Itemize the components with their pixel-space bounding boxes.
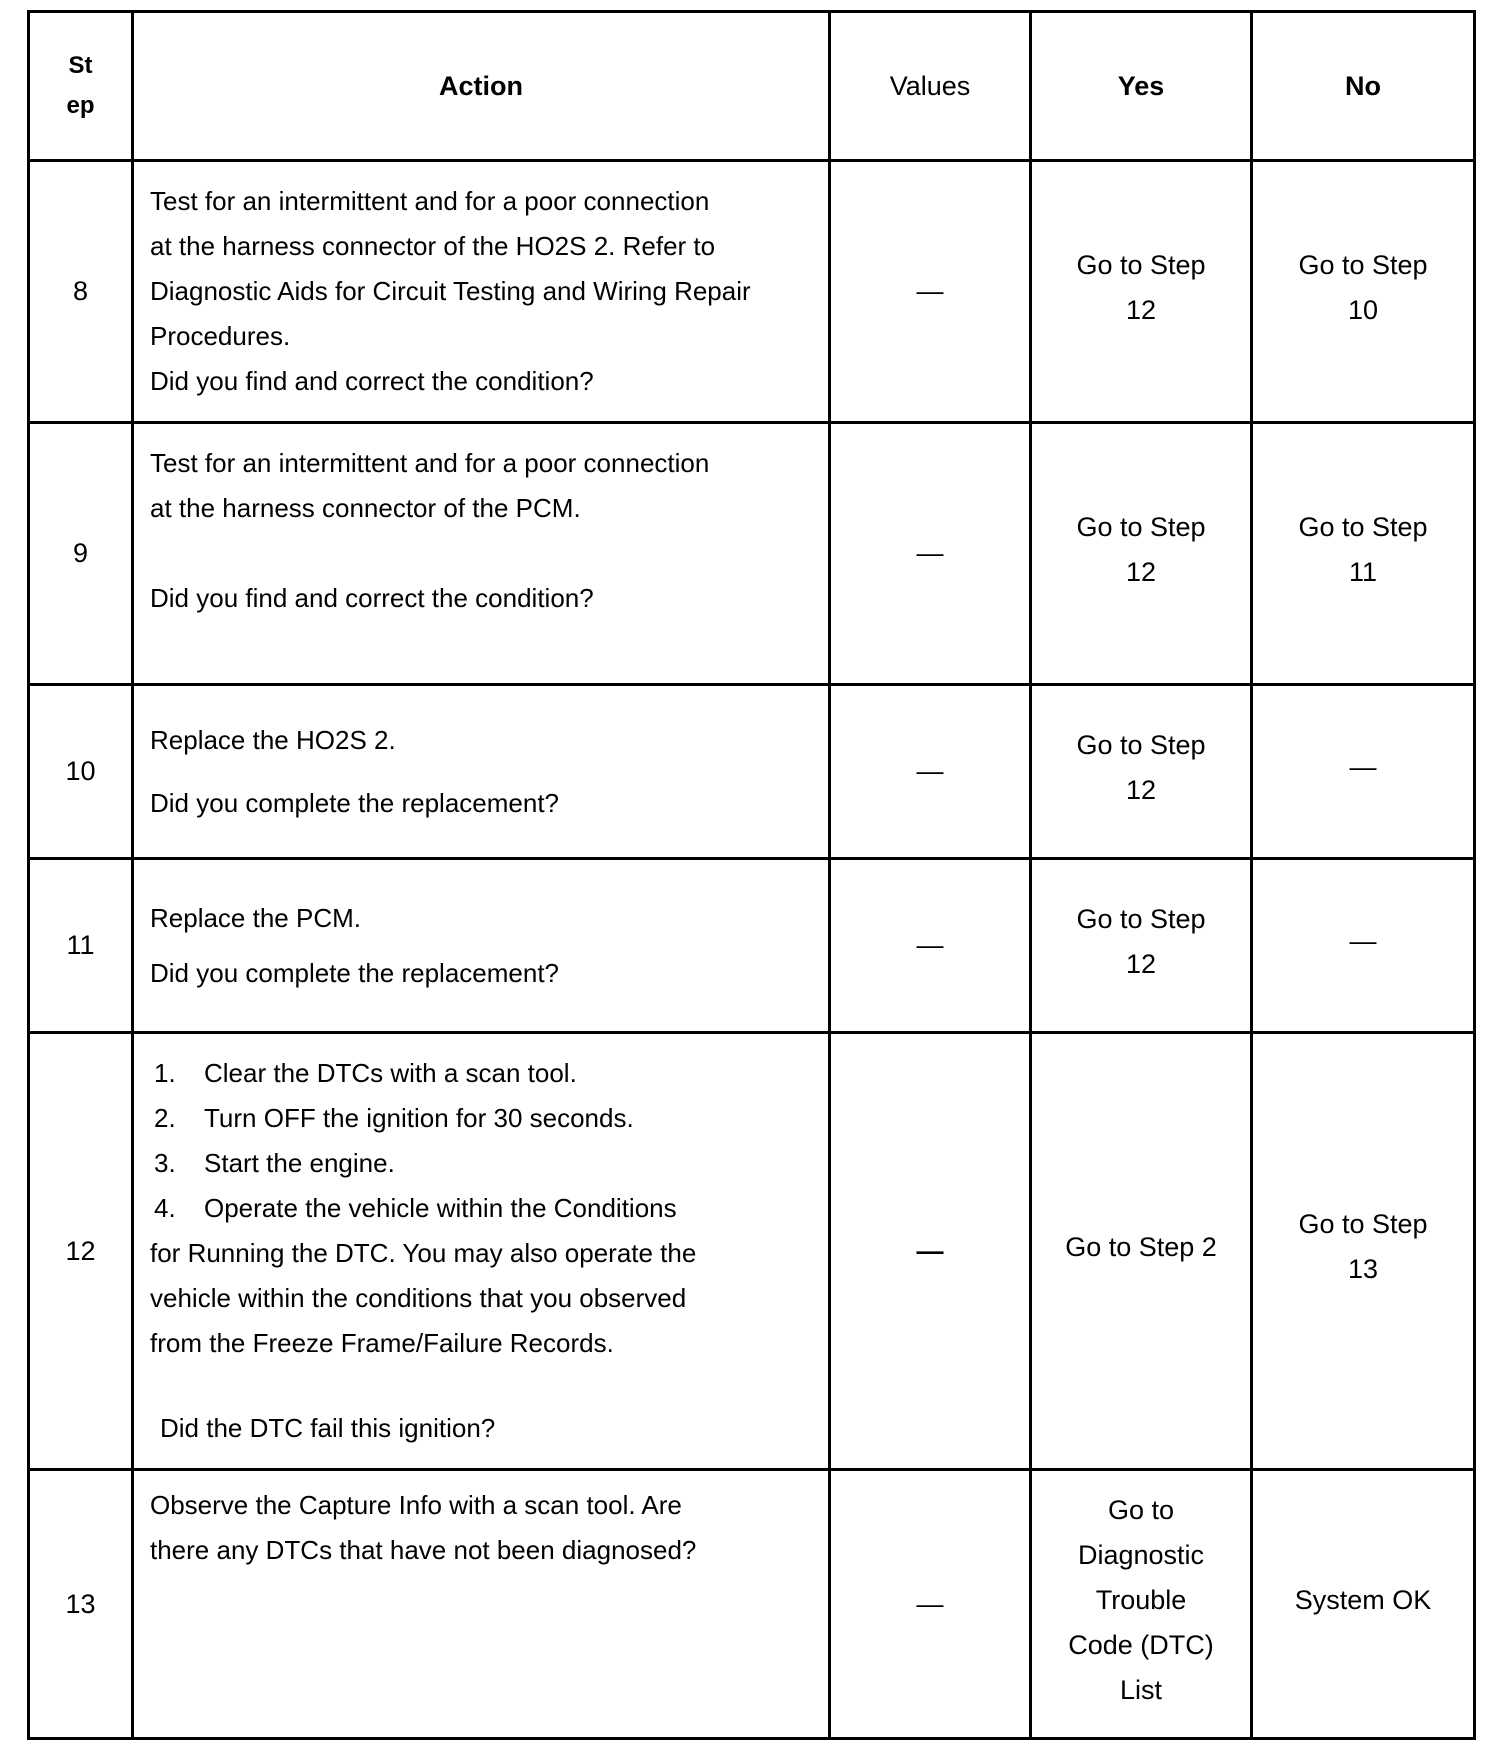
yes-line: 12 bbox=[1125, 948, 1157, 979]
table-row-step-9 bbox=[29, 423, 1475, 685]
no-cell bbox=[1252, 1470, 1475, 1739]
values-cell: — bbox=[830, 1033, 1031, 1470]
yes-cell bbox=[1031, 423, 1252, 685]
yes-line: Go to Step 2 bbox=[1065, 1231, 1217, 1262]
header-row bbox=[29, 12, 1475, 161]
action-line: Test for an intermittent and for a poor connection bbox=[150, 448, 710, 478]
header-values: Values bbox=[830, 12, 1031, 161]
yes-line: Go to Step bbox=[1076, 511, 1206, 542]
header-yes: Yes bbox=[1031, 12, 1252, 161]
no-line: Go to Step bbox=[1298, 1209, 1428, 1239]
action-cell bbox=[133, 1470, 830, 1739]
yes-line: Go to Step bbox=[1076, 249, 1206, 280]
yes-cell bbox=[1031, 1033, 1252, 1470]
action-line: Replace the PCM. bbox=[150, 902, 361, 933]
values-cell: — bbox=[830, 685, 1031, 859]
list-item bbox=[150, 1141, 814, 1186]
header-no: No bbox=[1252, 12, 1475, 161]
yes-cell bbox=[1031, 161, 1252, 423]
no-line: — bbox=[1349, 926, 1377, 956]
table-row-step-13 bbox=[29, 1470, 1475, 1739]
action-line: for Running the DTC. You may also operate the bbox=[150, 1238, 697, 1268]
list-item bbox=[150, 1096, 814, 1141]
yes-line: 12 bbox=[1125, 774, 1157, 805]
list-item bbox=[150, 1051, 814, 1096]
action-line: Test for an intermittent and for a poor connection bbox=[150, 186, 710, 216]
values-cell: — bbox=[830, 423, 1031, 685]
action-line: vehicle within the conditions that you observed bbox=[150, 1283, 687, 1313]
list-text: Start the engine. bbox=[204, 1148, 395, 1178]
action-line: at the harness connector of the HO2S 2. Refer to bbox=[150, 231, 716, 261]
table-row-step-11 bbox=[29, 859, 1475, 1033]
action-line: there any DTCs that have not been diagnosed? bbox=[150, 1535, 697, 1565]
yes-line: Trouble bbox=[1095, 1584, 1187, 1615]
header-step-label: St ep bbox=[66, 52, 95, 119]
action-cell bbox=[133, 859, 830, 1033]
list-item bbox=[150, 1186, 814, 1231]
step-number: 13 bbox=[29, 1470, 133, 1739]
no-line: 13 bbox=[1347, 1254, 1379, 1284]
yes-line: Code (DTC) bbox=[1068, 1629, 1214, 1660]
action-question: Did you complete the replacement? bbox=[150, 957, 560, 988]
action-line: Replace the HO2S 2. bbox=[150, 724, 396, 755]
yes-line: Go to bbox=[1107, 1494, 1175, 1525]
diagnostic-table bbox=[27, 10, 1476, 1740]
values-cell: — bbox=[830, 859, 1031, 1033]
no-cell bbox=[1252, 685, 1475, 859]
step-number: 9 bbox=[29, 423, 133, 685]
no-cell bbox=[1252, 423, 1475, 685]
list-number: 1. bbox=[154, 1058, 176, 1088]
action-line: Observe the Capture Info with a scan tool. Are bbox=[150, 1490, 682, 1520]
no-line: — bbox=[1349, 752, 1377, 782]
step-number: 10 bbox=[29, 685, 133, 859]
no-line: Go to Step bbox=[1298, 249, 1428, 280]
table-row-step-10 bbox=[29, 685, 1475, 859]
action-question: Did the DTC fail this ignition? bbox=[160, 1413, 496, 1443]
step-number: 11 bbox=[29, 859, 133, 1033]
action-line: from the Freeze Frame/Failure Records. bbox=[150, 1328, 614, 1358]
table-row-step-12 bbox=[29, 1033, 1475, 1470]
no-cell bbox=[1252, 1033, 1475, 1470]
values-cell: — bbox=[830, 161, 1031, 423]
values-cell: — bbox=[830, 1470, 1031, 1739]
yes-line: Diagnostic bbox=[1077, 1539, 1205, 1570]
no-line: 11 bbox=[1348, 556, 1378, 587]
procedure-list bbox=[150, 1051, 814, 1231]
list-number: 2. bbox=[154, 1103, 176, 1133]
action-cell bbox=[133, 423, 830, 685]
action-cell bbox=[133, 1033, 830, 1470]
header-action: Action bbox=[133, 12, 830, 161]
step-number: 12 bbox=[29, 1033, 133, 1470]
no-cell bbox=[1252, 161, 1475, 423]
list-text: Turn OFF the ignition for 30 seconds. bbox=[204, 1103, 634, 1133]
yes-line: 12 bbox=[1125, 294, 1157, 325]
yes-cell bbox=[1031, 1470, 1252, 1739]
action-question: Did you find and correct the condition? bbox=[150, 583, 594, 613]
action-cell bbox=[133, 161, 830, 423]
no-cell bbox=[1252, 859, 1475, 1033]
yes-line: List bbox=[1119, 1674, 1163, 1705]
yes-line: Go to Step bbox=[1076, 729, 1206, 760]
step-number: 8 bbox=[29, 161, 133, 423]
yes-line: 12 bbox=[1125, 556, 1157, 587]
list-number: 3. bbox=[154, 1148, 176, 1178]
list-number: 4. bbox=[154, 1193, 176, 1223]
action-line: Diagnostic Aids for Circuit Testing and Wiring Repair bbox=[150, 276, 751, 306]
yes-cell bbox=[1031, 685, 1252, 859]
table-row-step-8 bbox=[29, 161, 1475, 423]
action-question: Did you find and correct the condition? bbox=[150, 366, 594, 396]
action-cell bbox=[133, 685, 830, 859]
yes-cell bbox=[1031, 859, 1252, 1033]
no-line: System OK bbox=[1294, 1584, 1432, 1615]
header-step bbox=[29, 12, 133, 161]
list-text: Clear the DTCs with a scan tool. bbox=[204, 1058, 577, 1088]
no-line: Go to Step bbox=[1298, 511, 1428, 542]
action-line: Procedures. bbox=[150, 321, 291, 351]
no-line: 10 bbox=[1347, 294, 1379, 325]
action-line: at the harness connector of the PCM. bbox=[150, 493, 581, 523]
list-text: Operate the vehicle within the Conditions bbox=[204, 1193, 677, 1223]
yes-line: Go to Step bbox=[1076, 903, 1206, 934]
action-question: Did you complete the replacement? bbox=[150, 787, 560, 818]
